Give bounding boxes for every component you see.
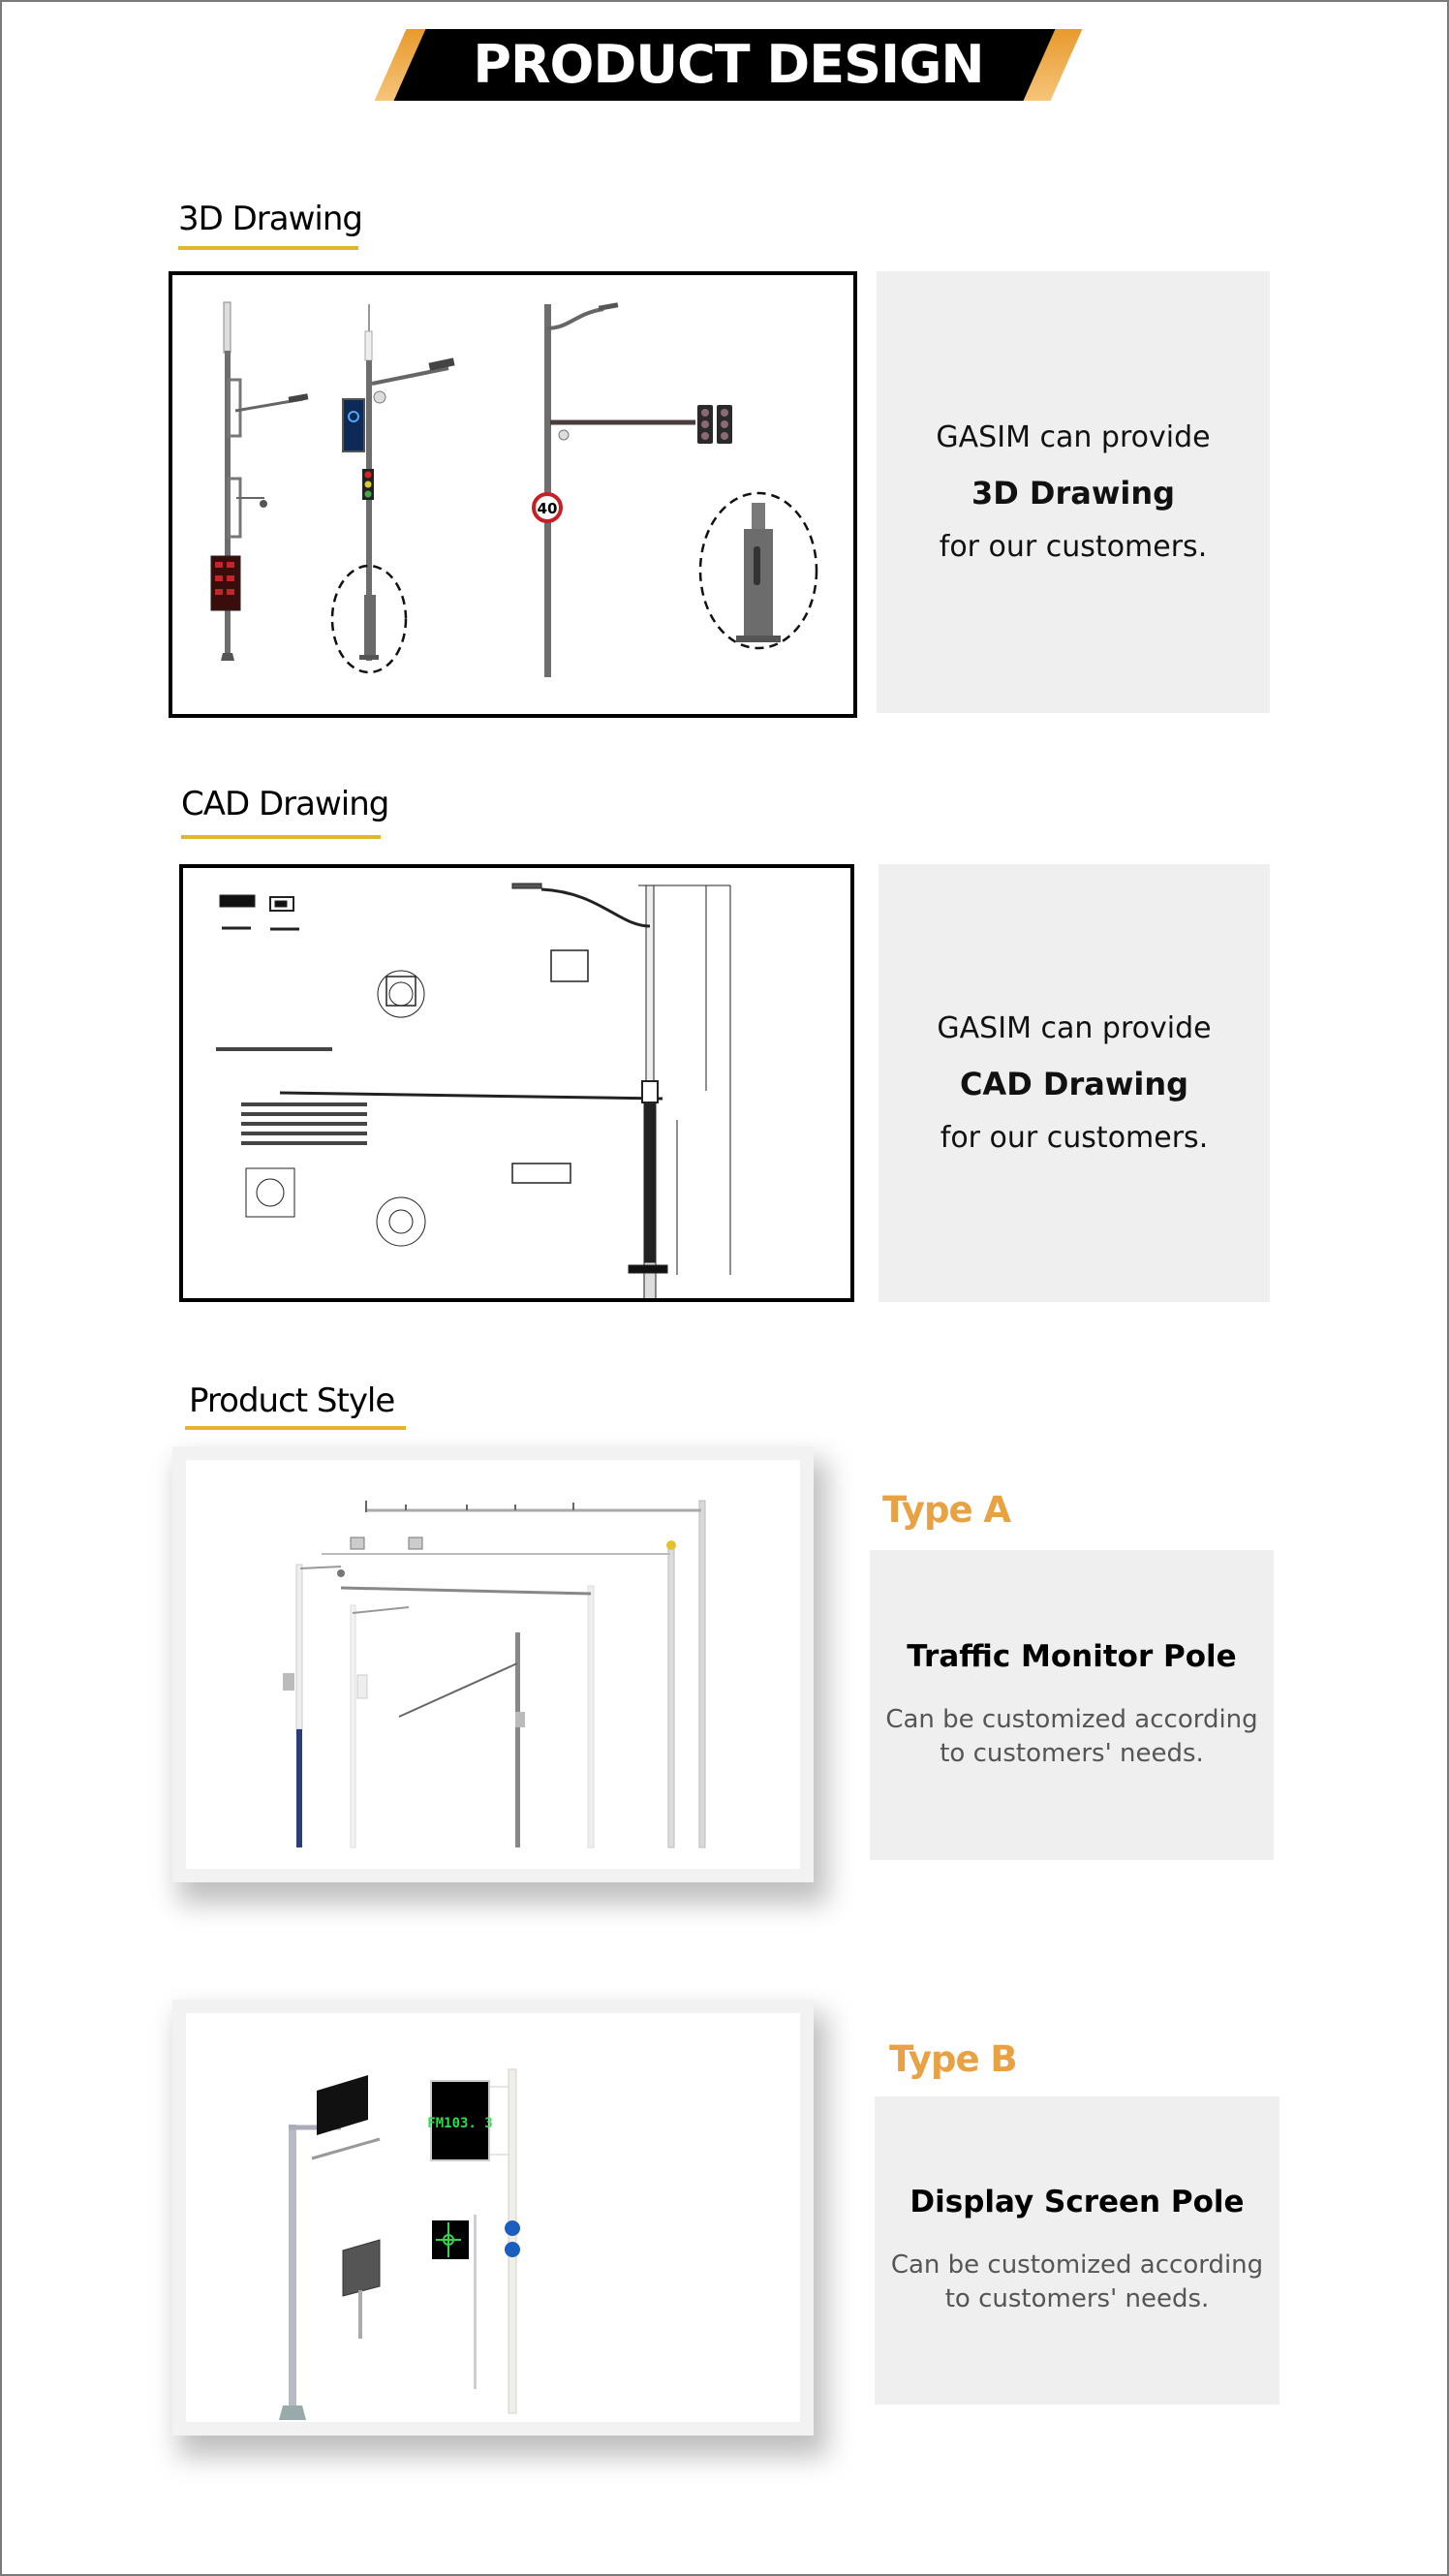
panel-intro: GASIM can provide — [936, 420, 1211, 455]
panel-emphasis: CAD Drawing — [959, 1066, 1189, 1103]
type-a-label: Type A — [882, 1489, 1011, 1531]
page-title: PRODUCT DESIGN — [473, 34, 984, 95]
section-heading-cad-drawing: CAD Drawing — [181, 785, 389, 823]
panel-emphasis: 3D Drawing — [971, 475, 1176, 512]
info-panel-type-a — [870, 1550, 1274, 1860]
traffic-monitor-poles-illustration — [186, 1460, 800, 1869]
type-b-label: Type B — [889, 2038, 1017, 2080]
speed-sign-text: 40 — [537, 500, 558, 517]
image-type-b — [186, 2013, 800, 2422]
display-screen-poles-illustration — [186, 2013, 800, 2422]
product-description-line1: Can be customized according — [885, 1704, 1258, 1734]
cad-pole-diagram — [183, 868, 850, 1298]
panel-outro: for our customers. — [939, 529, 1208, 564]
3d-poles-illustration — [172, 275, 853, 714]
info-panel-type-b — [875, 2096, 1279, 2405]
image-type-a — [186, 1460, 800, 1869]
product-description-line2: to customers' needs. — [940, 1739, 1204, 1768]
product-description-line1: Can be customized according — [890, 2250, 1264, 2280]
product-title: Display Screen Pole — [909, 2184, 1245, 2219]
page-banner — [385, 29, 1072, 101]
section-heading-3d-drawing: 3D Drawing — [178, 200, 362, 238]
heading-underline — [185, 1426, 406, 1430]
info-panel-3d-drawing — [877, 271, 1270, 713]
heading-underline — [181, 835, 381, 839]
image-3d-drawing — [169, 271, 857, 718]
section-heading-product-style: Product Style — [189, 1381, 395, 1420]
panel-outro: for our customers. — [940, 1120, 1209, 1155]
panel-intro: GASIM can provide — [937, 1011, 1212, 1046]
heading-underline — [178, 246, 358, 250]
product-description-line2: to customers' needs. — [944, 2284, 1210, 2313]
image-cad-drawing — [179, 864, 854, 1302]
info-panel-cad-drawing — [879, 864, 1270, 1302]
product-title: Traffic Monitor Pole — [907, 1638, 1237, 1674]
led-display-text: FM103. 3 — [427, 2116, 493, 2131]
